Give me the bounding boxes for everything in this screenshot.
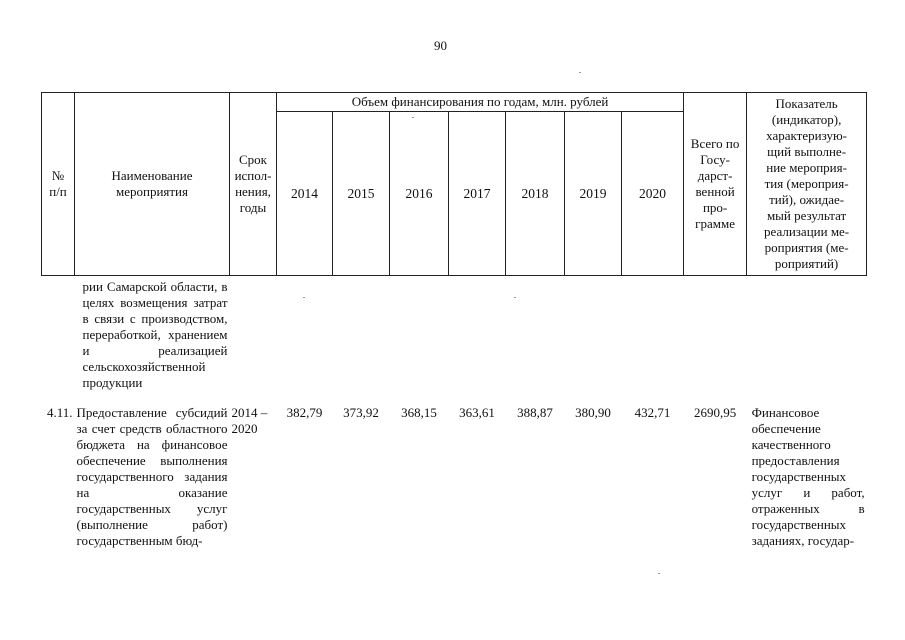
value-2014: 382,79 [286, 405, 323, 420]
value-2016: 368,15 [401, 405, 437, 420]
header-year-2018: 2018 [506, 112, 565, 276]
page-number: 90 [434, 38, 447, 53]
header-year-2014: 2014 [277, 112, 333, 276]
scan-dot [412, 117, 414, 118]
value-2017: 363,61 [459, 405, 495, 420]
scan-dot [514, 297, 516, 298]
header-number: № п/п [42, 93, 75, 276]
scan-dot [579, 72, 581, 73]
row-indicator: Финансовое обеспечение качественного предоставления государственных услуг и работ, отраженных в государственных заданиях, государ- [751, 405, 865, 548]
funding-table [41, 92, 867, 549]
table-row [42, 405, 867, 549]
header-year-2017: 2017 [449, 112, 506, 276]
row-number: 4.11. [46, 405, 73, 420]
row-name: Предоставление субсидий за счет средств областного бюджета на финансовое обеспечение выполнения государственного задания на оказание государственных услуг (выполнение работ) государственным бюд- [76, 405, 228, 548]
header-year-2020: 2020 [622, 112, 684, 276]
scan-dot [658, 573, 660, 574]
row-term: 2014 – 2020 [231, 405, 268, 436]
continuation-text: рии Самарской области, в целях возмещения затрат в связи с производством, переработкой, хранением и реализацией сельскохозяйственной продукции [82, 279, 228, 390]
continuation-row [42, 276, 867, 392]
header-funding-group: Объем финансирования по годам, млн. рублей [277, 93, 684, 112]
header-year-2015: 2015 [333, 112, 390, 276]
header-total: Всего по Госу- дарст- венной про- грамме [684, 93, 747, 276]
value-total: 2690,95 [693, 405, 737, 420]
header-term: Срок испол- нения, годы [230, 93, 277, 276]
header-row-1 [42, 93, 867, 112]
value-2019: 380,90 [575, 405, 611, 420]
scan-dot [303, 297, 305, 298]
header-indicator: Показатель (индикатор), характеризую- щий выполне- ние мероприя- тия (мероприя- тий), ожидае- мый результат реализации ме- роприятия (ме- роприятий) [747, 93, 867, 276]
header-year-2016: 2016 [390, 112, 449, 276]
value-2018: 388,87 [517, 405, 553, 420]
header-year-2019: 2019 [565, 112, 622, 276]
value-2020: 432,71 [634, 405, 671, 420]
header-name: Наименование мероприятия [75, 93, 230, 276]
value-2015: 373,92 [343, 405, 379, 420]
